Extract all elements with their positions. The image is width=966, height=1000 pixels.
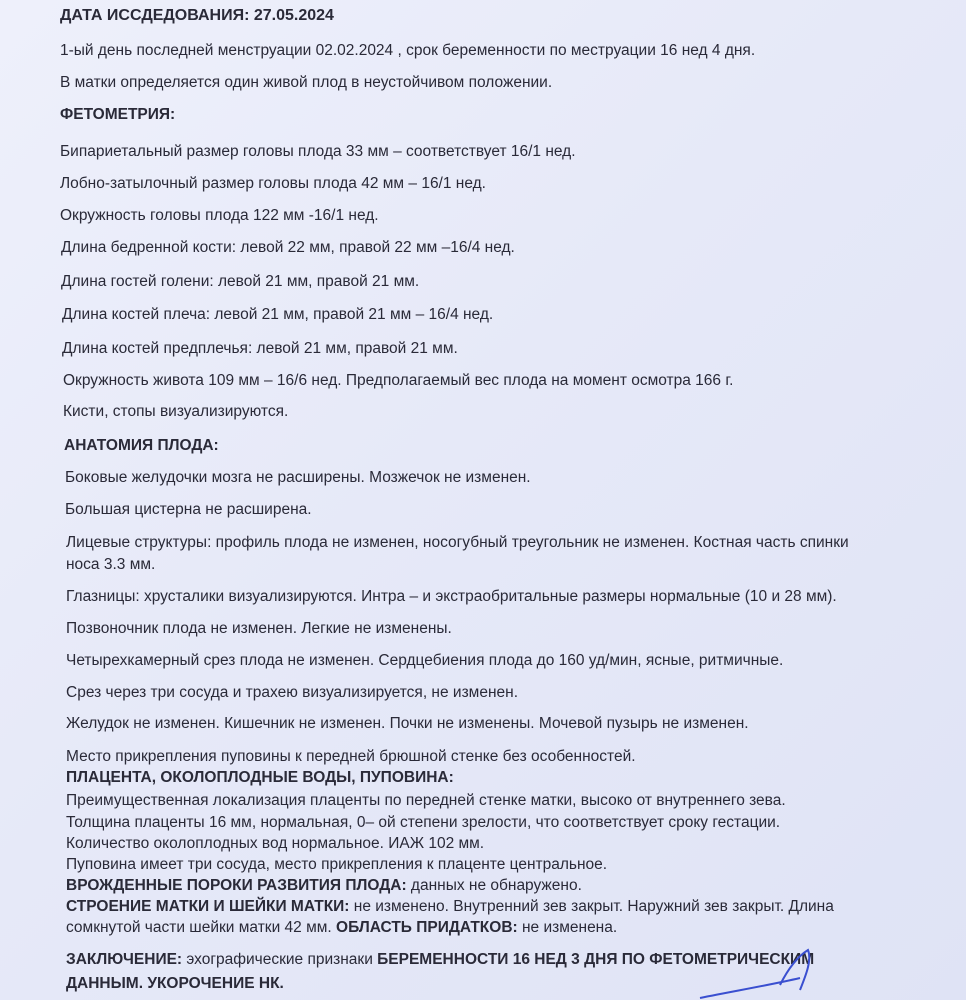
conclusion-line — [66, 950, 814, 970]
fetometry-title: ФЕТОМЕТРИЯ: — [60, 106, 176, 123]
anatomy-line: Четырехкамерный срез плода не изменен. Сердцебиения плода до 160 уд/мин, ясные, ритмичные. — [66, 652, 784, 669]
fetus-line: В матки определяется один живой плод в неустойчивом положении. — [60, 74, 553, 91]
adnexa-text: не изменена. — [517, 919, 618, 936]
placenta-line: Пуповина имеет три сосуда, место прикрепления к плаценте центральное. — [66, 856, 608, 873]
uterus-text: не изменено. Внутренний зев закрыт. Наружний зев закрыт. Длина — [349, 898, 834, 915]
placenta-line: Преимущественная локализация плаценты по передней стенке матки, высоко от внутреннего зева. — [66, 792, 786, 809]
malformations-line — [66, 876, 582, 896]
anatomy-line: носа 3.3 мм. — [66, 556, 156, 573]
anatomy-line: Большая цистерна не расширена. — [65, 501, 312, 518]
lmp-line: 1-ый день последней менструации 02.02.2024 , срок беременности по меструации 16 нед 4 дня. — [60, 42, 756, 59]
conclusion-line-2: ДАННЫМ. УКОРОЧЕНИЕ НК. — [66, 975, 284, 992]
fetometry-line: Окружность живота 109 мм – 16/6 нед. Предполагаемый вес плода на момент осмотра 166 г. — [63, 372, 734, 389]
placenta-line: Количество околоплодных вод нормальное. ИАЖ 102 мм. — [66, 835, 485, 852]
anatomy-line: Срез через три сосуда и трахею визуализируется, не изменен. — [66, 684, 519, 701]
anatomy-line: Лицевые структуры: профиль плода не изменен, носогубный треугольник не изменен. Костная часть спинки — [66, 534, 849, 551]
fetometry-line: Длина костей предплечья: левой 21 мм, правой 21 мм. — [62, 340, 458, 357]
conclusion-diagnosis: БЕРЕМЕННОСТИ 16 НЕД 3 ДНЯ ПО ФЕТОМЕТРИЧЕСКИМ — [377, 951, 815, 968]
cervix-length-text: сомкнутой части шейки матки 42 мм. — [66, 919, 337, 936]
adnexa-label: ОБЛАСТЬ ПРИДАТКОВ: — [336, 919, 518, 936]
placenta-title: ПЛАЦЕНТА, ОКОЛОПЛОДНЫЕ ВОДЫ, ПУПОВИНА: — [66, 769, 454, 786]
pen-stroke — [700, 978, 800, 998]
anatomy-line: Желудок не изменен. Кишечник не изменен. Почки не изменены. Мочевой пузырь не изменен. — [66, 715, 749, 732]
fetometry-line: Кисти, стопы визуализируются. — [63, 403, 289, 420]
anatomy-line: Боковые желудочки мозга не расширены. Мозжечок не изменен. — [65, 469, 531, 486]
anatomy-line: Позвоночник плода не изменен. Легкие не изменены. — [66, 620, 452, 637]
uterus-line-2 — [66, 918, 617, 938]
malformations-text: данных не обнаружено. — [406, 877, 582, 894]
fetometry-line: Бипариетальный размер головы плода 33 мм – соответствует 16/1 нед. — [60, 143, 576, 160]
fetometry-line: Окружность головы плода 122 мм -16/1 нед. — [60, 207, 379, 224]
uterus-label: СТРОЕНИЕ МАТКИ И ШЕЙКИ МАТКИ: — [66, 898, 350, 915]
fetometry-line: Длина бедренной кости: левой 22 мм, правой 22 мм –16/4 нед. — [61, 239, 515, 256]
anatomy-line: Место прикрепления пуповины к передней брюшной стенке без особенностей. — [66, 748, 636, 765]
conclusion-label: ЗАКЛЮЧЕНИЕ: — [66, 951, 183, 968]
malformations-label: ВРОЖДЕННЫЕ ПОРОКИ РАЗВИТИЯ ПЛОДА: — [66, 877, 407, 894]
conclusion-text: эхографические признаки — [182, 951, 378, 968]
uterus-line — [66, 897, 834, 917]
fetometry-line: Длина костей плеча: левой 21 мм, правой 21 мм – 16/4 нед. — [62, 306, 494, 323]
fetometry-line: Длина гостей голени: левой 21 мм, правой 21 мм. — [61, 273, 420, 290]
fetometry-line: Лобно-затылочный размер головы плода 42 мм – 16/1 нед. — [60, 175, 486, 192]
anatomy-title: АНАТОМИЯ ПЛОДА: — [64, 437, 219, 454]
placenta-line: Толщина плаценты 16 мм, нормальная, 0– ой степени зрелости, что соответствует сроку гестации. — [66, 814, 781, 831]
study-date: ДАТА ИССДЕДОВАНИЯ: 27.05.2024 — [60, 7, 334, 24]
anatomy-line: Глазницы: хрусталики визуализируются. Интра – и экстраобритальные размеры нормальные (10 и 28 мм). — [66, 588, 837, 605]
